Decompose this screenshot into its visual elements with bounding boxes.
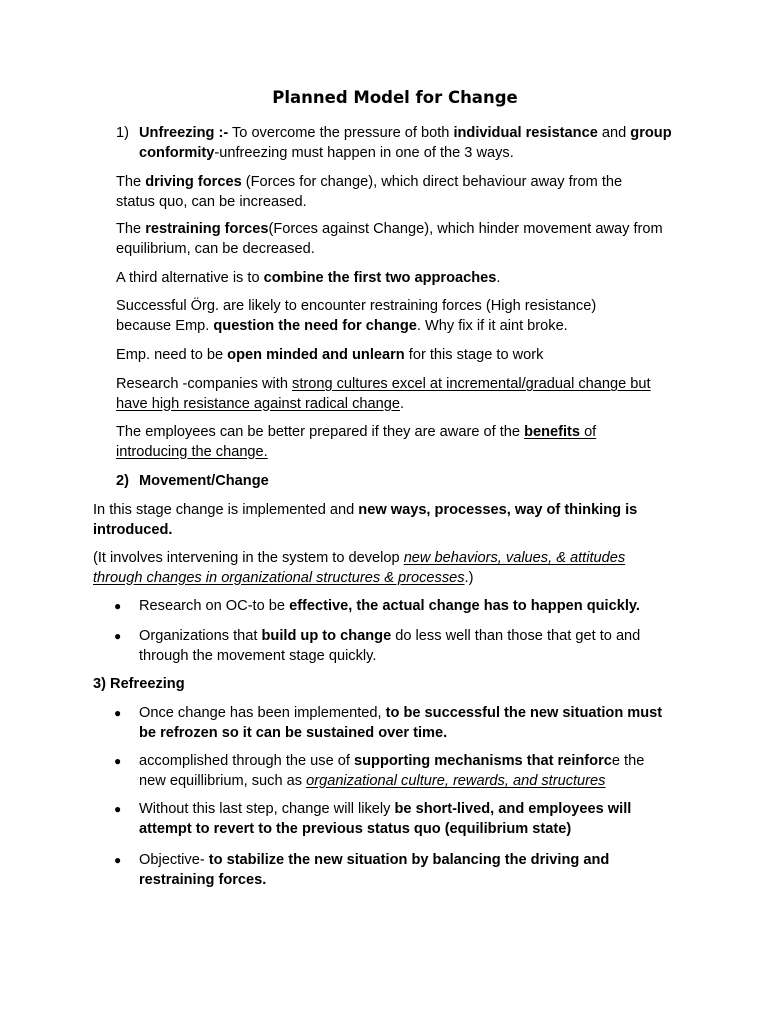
benefits-paragraph bbox=[116, 423, 641, 462]
underlined-text: strong cultures excel at incremental/gradual change but have high resistance against radical change bbox=[116, 376, 651, 412]
text: and bbox=[597, 125, 631, 141]
open-minded-paragraph bbox=[116, 346, 676, 366]
bold-text: new ways, processes, way of thinking is introduced. bbox=[93, 502, 638, 538]
text: for this stage to work bbox=[404, 347, 544, 363]
bullet-objective bbox=[139, 851, 659, 890]
bold-text: open minded and unlearn bbox=[227, 347, 405, 363]
text: . Why fix if it aint broke. bbox=[416, 317, 568, 334]
bold-text: effective bbox=[289, 598, 349, 614]
refreezing-heading: 3) Refreezing bbox=[93, 676, 185, 692]
text: Research on OC-to be bbox=[139, 598, 290, 614]
bold-text: driving forces bbox=[145, 174, 242, 190]
bullet-icon: ● bbox=[114, 706, 122, 720]
bullet-icon: ● bbox=[114, 599, 122, 613]
text: Research -companies with bbox=[116, 376, 293, 392]
text: (Forces against Change), which hinder movement away from equilibrium, can be decreased. bbox=[116, 221, 663, 257]
text: The bbox=[116, 221, 146, 237]
text: of introducing the change. bbox=[116, 424, 597, 460]
text: accomplished through the use of bbox=[139, 753, 354, 769]
bullet-once-change bbox=[139, 704, 669, 743]
restraining-forces-paragraph bbox=[116, 220, 668, 259]
bold-text: benefits bbox=[524, 424, 581, 440]
bold-text: question the need for change bbox=[213, 317, 417, 334]
bullet-icon: ● bbox=[114, 802, 122, 816]
bold-text: be short-lived, and employees will attempt to revert to the previous status quo (equilibrium state) bbox=[139, 801, 632, 837]
unfreezing-heading: Unfreezing :- bbox=[139, 125, 229, 141]
movement-heading: Movement/Change bbox=[139, 473, 269, 489]
bullet-icon: ● bbox=[114, 853, 122, 867]
text: Successful Örg. are likely to encounter restraining forces (High resistance) because Emp. bbox=[116, 298, 597, 334]
bold-text: to be successful the new situation must be refrozen so it can be sustained over time. bbox=[139, 705, 663, 741]
stage-paragraph bbox=[93, 501, 683, 540]
successful-org-paragraph bbox=[116, 297, 646, 336]
text: Without this last step, change will likely bbox=[139, 801, 395, 817]
bold-text: , bbox=[348, 598, 357, 614]
text: Objective- bbox=[139, 852, 209, 868]
bullet-without-step bbox=[139, 800, 674, 839]
italic-underlined-text: organizational culture, rewards, and structures bbox=[306, 772, 606, 789]
text: . bbox=[496, 270, 501, 286]
bold-text: individual resistance bbox=[453, 125, 598, 141]
text: The employees can be better prepared if they are aware of the bbox=[116, 424, 525, 440]
bold-text: combine the first two approaches bbox=[263, 270, 497, 286]
third-alternative-paragraph bbox=[116, 269, 676, 289]
bullet-icon: ● bbox=[114, 629, 122, 643]
text: Organizations that bbox=[139, 628, 262, 644]
text: (It involves intervening in the system to develop bbox=[93, 550, 404, 566]
text: Emp. need to be bbox=[116, 347, 228, 363]
text: -unfreezing must happen in one of the 3 ways. bbox=[214, 144, 514, 161]
text: In this stage change is implemented and bbox=[93, 502, 359, 518]
text: To overcome the pressure of both bbox=[228, 125, 454, 141]
bold-text: to stabilize the new situation by balancing the driving and restraining forces. bbox=[139, 852, 610, 888]
text: e the new equillibrium, such as bbox=[139, 753, 645, 789]
italic-underlined-text: new behaviors, values, & attitudes through changes in organizational structures & processes bbox=[93, 550, 626, 586]
bold-text: supporting mechanisms that reinforc bbox=[354, 753, 612, 769]
bold-text: restraining forces bbox=[145, 221, 269, 237]
involves-paragraph bbox=[93, 549, 678, 588]
page-title: Planned Model for Change bbox=[272, 88, 518, 107]
bullet-icon: ● bbox=[114, 754, 122, 768]
bullet-build-up bbox=[139, 627, 684, 666]
text: (Forces for change), which direct behaviour away from the status quo, can be increased. bbox=[116, 174, 623, 210]
text: A third alternative is to bbox=[116, 270, 264, 286]
text: .) bbox=[464, 569, 474, 586]
unfreezing-paragraph bbox=[139, 124, 674, 163]
bold-text: the actual change has to happen quickly. bbox=[356, 598, 640, 614]
bullet-supporting bbox=[139, 752, 674, 791]
text: The bbox=[116, 174, 146, 190]
section-number-2: 2) bbox=[116, 473, 129, 489]
research-paragraph bbox=[116, 375, 668, 414]
text: Once change has been implemented, bbox=[139, 705, 386, 721]
bold-text: group conformity bbox=[139, 125, 672, 161]
driving-forces-paragraph bbox=[116, 173, 661, 212]
section-number-1: 1) bbox=[116, 125, 129, 141]
bullet-effective bbox=[139, 597, 684, 617]
bold-text: build up to change bbox=[261, 628, 392, 644]
text: . bbox=[399, 395, 405, 412]
text: do less well than those that get to and through the movement stage quickly. bbox=[139, 628, 641, 664]
